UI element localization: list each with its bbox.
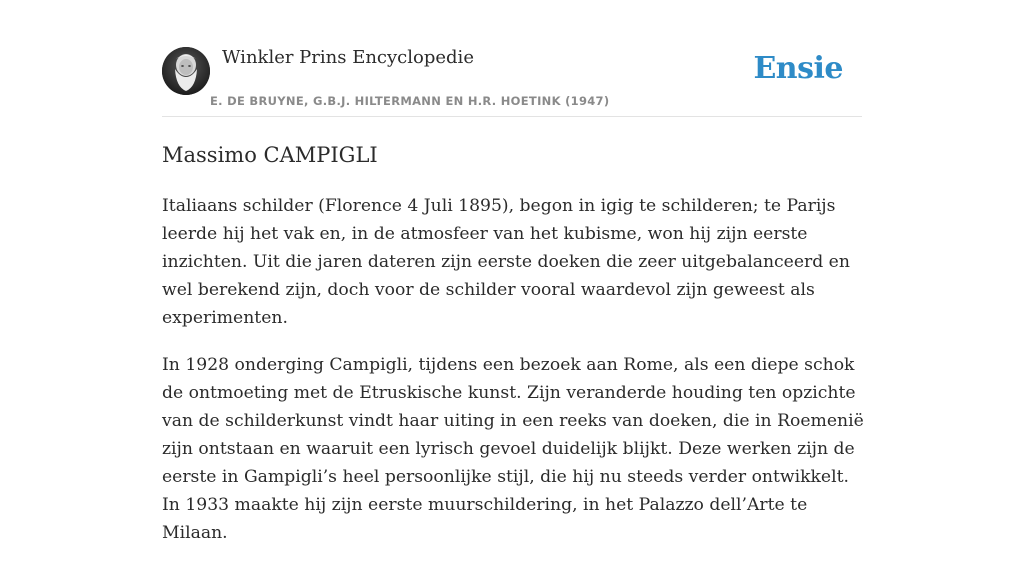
encyclopedia-title[interactable]: Winkler Prins Encyclopedie: [222, 47, 474, 68]
page: [162, 0, 864, 543]
entry-title: Massimo CAMPIGLI: [162, 143, 378, 167]
paragraph: Italiaans schilder (Florence 4 Juli 1895), begon in igig te schilderen; te Parijs leerde hij het vak en, in de atmosfeer van het kubisme, won hij zijn eerste inzichten. Uit die jaren dateren zijn eerste doeken die zeer uitgebalanceerd en wel berekend zijn, doch voor de schilder vooral waardevol zijn geweest als experimenten.: [162, 196, 850, 328]
entry-body: [162, 192, 867, 566]
avatar[interactable]: [162, 47, 210, 95]
paragraph: In 1928 onderging Campigli, tijdens een bezoek aan Rome, als een diepe schok de ontmoeting met de Etruskische kunst. Zijn veranderde houding ten opzichte van de schilderkunst vindt haar uiting in een reeks van doeken, die in Roemenië zijn ontstaan en waaruit een lyrisch gevoel duidelijk blijkt. Deze werken zijn de eerste in Gampigli’s heel persoonlijke stijl, die hij nu steeds verder ontwikkelt. In 1933 maakte hij zijn eerste muurschildering, in het Palazzo dell’Arte te Milaan.: [162, 355, 864, 543]
avatar-portrait-icon: [162, 47, 210, 95]
authors-line: E. DE BRUYNE, G.B.J. HILTERMANN EN H.R. HOETINK (1947): [210, 94, 610, 108]
ensie-logo[interactable]: Ensie: [753, 51, 843, 86]
header: [162, 0, 862, 117]
